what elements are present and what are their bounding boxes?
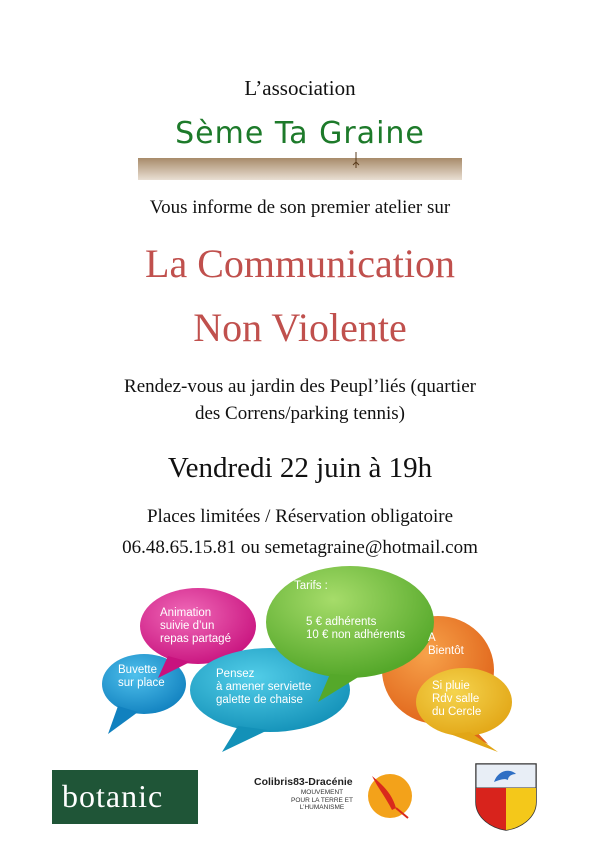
inform-line: Vous informe de son premier atelier sur bbox=[149, 197, 451, 218]
association-intro: L’association bbox=[244, 76, 356, 100]
tarifs-heading: Tarifs : bbox=[294, 580, 328, 592]
animation-text: Animation suivie d’un repas partagé bbox=[160, 607, 231, 645]
logo-text: Sème Ta Graine bbox=[175, 116, 425, 151]
reservation-notice: Places limitées / Réservation obligatoire bbox=[146, 506, 454, 527]
event-date: Vendredi 22 juin à 19h bbox=[167, 452, 433, 484]
buvette-text: Buvette sur place bbox=[118, 664, 165, 689]
tarifs-lines: 5 € adhérents 10 € non adhérents bbox=[306, 616, 406, 641]
bientot-text: A Bientôt bbox=[428, 632, 464, 657]
workshop-title-line1: La Communication bbox=[145, 241, 455, 286]
town-crest-icon bbox=[474, 762, 538, 832]
colibris-title: Colibris83-Dracénie bbox=[254, 776, 353, 788]
venue-line1: Rendez-vous au jardin des Peupl’liés (quartier bbox=[124, 376, 476, 397]
seme-ta-graine-logo bbox=[138, 112, 462, 188]
logo-soil-band bbox=[138, 158, 462, 180]
hummingbird-logo-icon bbox=[362, 768, 412, 822]
contact-info[interactable]: 06.48.65.15.81 ou semetagraine@hotmail.com bbox=[122, 537, 478, 558]
colibris-subtitle: MOUVEMENT POUR LA TERRE ET L’HUMANISME bbox=[290, 789, 353, 811]
botanic-logo bbox=[52, 770, 198, 824]
speech-bubbles-graphic bbox=[98, 562, 516, 754]
venue-line2: des Correns/parking tennis) bbox=[194, 403, 405, 424]
sprout-icon bbox=[352, 152, 360, 168]
workshop-title-line2: Non Violente bbox=[193, 305, 407, 350]
pluie-text: Si pluie Rdv salle du Cercle bbox=[432, 680, 482, 718]
botanic-wordmark: botanic bbox=[62, 778, 164, 814]
pensez-text: Pensez à amener serviette galette de chaise bbox=[216, 668, 312, 706]
